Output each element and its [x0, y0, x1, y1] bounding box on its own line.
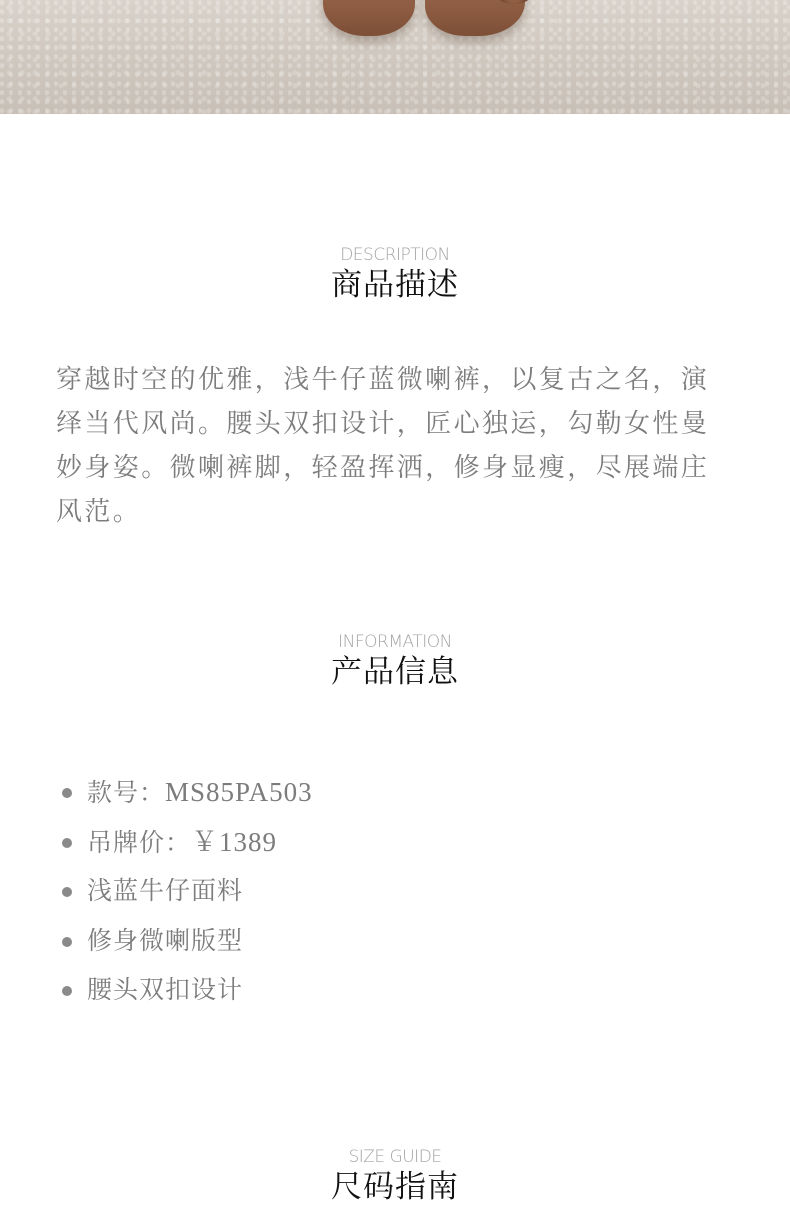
- size-guide-title: 尺码指南: [331, 1169, 459, 1205]
- info-item-label: 吊牌价：: [87, 827, 192, 857]
- description-body: 穿越时空的优雅，浅牛仔蓝微喇裤，以复古之名，演绎当代风尚。腰头双扣设计，匠心独运，勾勒女性曼妙身姿。微喇裤脚，轻盈挥洒，修身显瘦，尽展端庄风范。: [56, 365, 710, 527]
- info-item-label: 款号：: [87, 778, 166, 807]
- info-item-style-number: [60, 770, 313, 820]
- info-item-waist-design: [60, 968, 313, 1018]
- description-header: [0, 245, 790, 305]
- product-photo: [0, 0, 790, 114]
- info-item-fabric: [60, 869, 313, 919]
- info-item-tag-price: [60, 820, 313, 870]
- shoe-buckle-image: [497, 0, 531, 4]
- left-shoe-image: [323, 0, 415, 36]
- information-en-label: INFORMATION: [338, 632, 452, 652]
- information-list: [60, 770, 313, 1018]
- information-header: [0, 632, 790, 692]
- info-item-label: 修身微喇版型: [87, 925, 244, 955]
- info-item-value: MS85PA503: [165, 777, 313, 807]
- size-guide-en-label: SIZE GUIDE: [348, 1147, 442, 1167]
- bullet-icon: [62, 937, 72, 947]
- bullet-icon: [62, 788, 72, 798]
- description-en-label: DESCRIPTION: [340, 245, 450, 265]
- info-item-value: ￥1389: [191, 826, 278, 857]
- info-item-fit: [60, 919, 313, 969]
- size-guide-header: [0, 1147, 790, 1207]
- bullet-icon: [62, 838, 72, 848]
- info-item-label: 腰头双扣设计: [87, 975, 244, 1004]
- right-shoe-image: [425, 0, 525, 36]
- bullet-icon: [62, 986, 72, 996]
- bullet-icon: [62, 887, 72, 897]
- information-title: 产品信息: [331, 654, 459, 690]
- info-item-label: 浅蓝牛仔面料: [87, 876, 244, 905]
- description-title: 商品描述: [331, 267, 459, 303]
